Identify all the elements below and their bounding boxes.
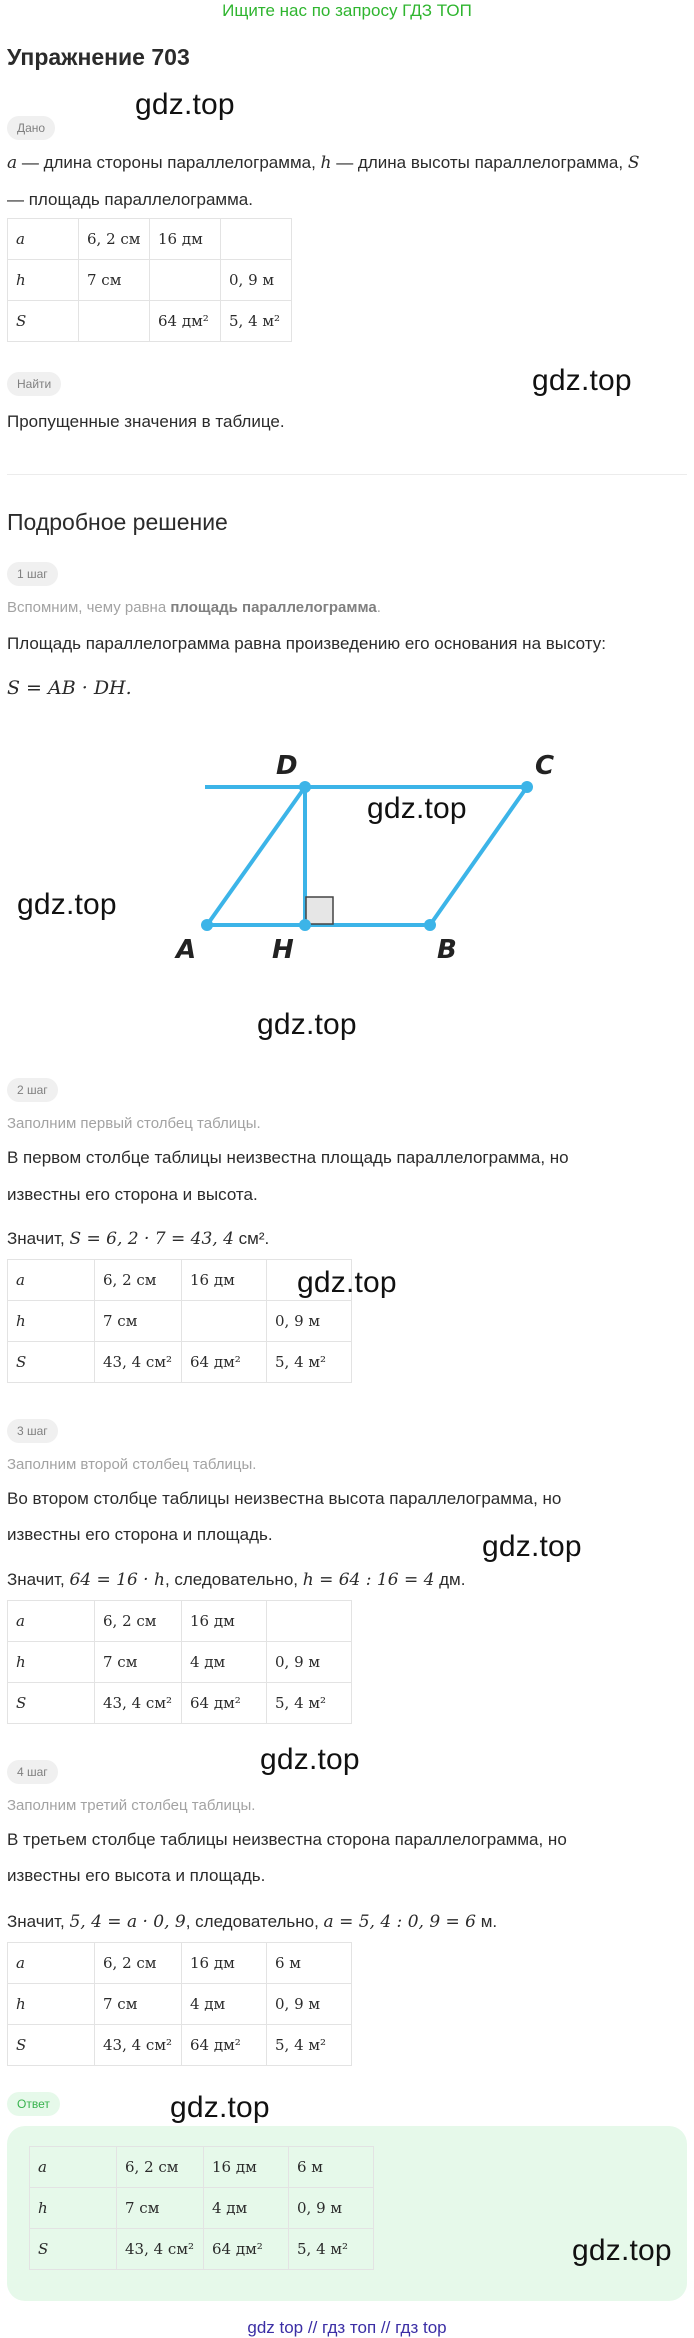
- table-row-header: a: [30, 2147, 117, 2188]
- table-cell: 43, 4 см²: [95, 2025, 182, 2066]
- step4-calc-prefix: Значит,: [7, 1912, 70, 1931]
- right-angle-marker: [306, 897, 333, 924]
- step2-calc-suffix: см².: [233, 1229, 270, 1248]
- var-s: S: [627, 153, 640, 173]
- table-cell: 16 дм: [182, 1601, 267, 1642]
- table-cell: 6 м: [289, 2147, 374, 2188]
- table-cell: 6, 2 см: [95, 1260, 182, 1301]
- table-row: [8, 1601, 352, 1642]
- find-pill: Найти: [7, 372, 61, 396]
- label-b: B: [437, 935, 457, 965]
- step4-text1: В третьем столбце таблицы неизвестна сторона параллелограмма, но: [7, 1830, 567, 1849]
- table-row: [8, 2025, 352, 2066]
- table-row-header: S: [8, 301, 79, 342]
- table-row: [8, 260, 292, 301]
- table-row-header: a: [8, 219, 79, 260]
- table-row-header: h: [8, 260, 79, 301]
- label-h: H: [272, 935, 294, 965]
- footer-link-gdz-top[interactable]: gdz top: [247, 2318, 304, 2337]
- given-label: [7, 116, 55, 140]
- step2-label: [7, 1078, 58, 1102]
- step3-calc: [7, 1568, 465, 1592]
- step3-calc-prefix: Значит,: [7, 1570, 70, 1589]
- footer-link-gdz-top-mixed[interactable]: гдз top: [395, 2318, 447, 2337]
- step1-pill: 1 шаг: [7, 562, 58, 586]
- step4-label: [7, 1760, 58, 1784]
- table-cell: 43, 4 см²: [95, 1342, 182, 1383]
- table-cell: 7 см: [95, 1301, 182, 1342]
- watermark: gdz.top: [572, 2234, 672, 2267]
- step3-text1: Во втором столбце таблицы неизвестна высота параллелограмма, но: [7, 1489, 562, 1508]
- table-cell: 64 дм²: [182, 2025, 267, 2066]
- watermark: gdz.top: [482, 1530, 582, 1563]
- side-ad: [207, 787, 305, 925]
- step3-calc-formula1: 64 = 16 · h: [69, 1570, 165, 1590]
- solution-title: Подробное решение: [7, 509, 228, 535]
- step1-text: Площадь параллелограмма равна произведению его основания на высоту:: [7, 634, 606, 653]
- var-a: a: [7, 153, 18, 173]
- table-row-header: S: [8, 1683, 95, 1724]
- point-b: [424, 919, 436, 931]
- table-cell: 0, 9 м: [267, 1642, 352, 1683]
- table-row-header: a: [8, 1260, 95, 1301]
- given-pill: Дано: [7, 116, 55, 140]
- table-cell: 6, 2 см: [95, 1601, 182, 1642]
- var-h: h: [320, 153, 332, 173]
- watermark: gdz.top: [260, 1743, 360, 1776]
- table-row: [8, 1683, 352, 1724]
- answer-box: [7, 2126, 687, 2301]
- step1-label: [7, 562, 58, 586]
- find-label: [7, 372, 61, 396]
- step2-calc-formula: S = 6, 2 · 7 = 43, 4: [69, 1229, 234, 1249]
- step1-formula: S = AB · DH.: [7, 677, 132, 699]
- table-cell: 43, 4 см²: [95, 1683, 182, 1724]
- promo-banner[interactable]: Ищите нас по запросу ГДЗ ТОП: [222, 1, 472, 20]
- watermark: gdz.top: [170, 2091, 270, 2124]
- step4-text2: известны его высота и площадь.: [7, 1866, 266, 1885]
- table-row-header: S: [8, 2025, 95, 2066]
- answer-pill: Ответ: [7, 2092, 60, 2116]
- table-cell: 5, 4 м²: [267, 1342, 352, 1383]
- given-table: [7, 218, 292, 342]
- step4-calc-mid: , следовательно,: [185, 1912, 324, 1931]
- step4-pill: 4 шаг: [7, 1760, 58, 1784]
- step4-hint: Заполним третий столбец таблицы.: [7, 1797, 256, 1814]
- point-a: [201, 919, 213, 931]
- label-a: A: [176, 935, 197, 965]
- table-cell: 0, 9 м: [267, 1984, 352, 2025]
- step2-pill: 2 шаг: [7, 1078, 58, 1102]
- table-row-header: h: [8, 1642, 95, 1683]
- point-c: [521, 781, 533, 793]
- table-row-header: S: [8, 1342, 95, 1383]
- step3-pill: 3 шаг: [7, 1419, 58, 1443]
- answer-label: [7, 2092, 60, 2116]
- table-cell: 5, 4 м²: [221, 301, 292, 342]
- given-text-h: — длина высоты параллелограмма,: [331, 153, 628, 172]
- table-cell: 64 дм²: [182, 1342, 267, 1383]
- table-cell: 6, 2 см: [79, 219, 150, 260]
- footer-separator: //: [376, 2318, 396, 2337]
- table-cell: [79, 301, 150, 342]
- table-row: [8, 1642, 352, 1683]
- given-description: [7, 151, 691, 175]
- table-cell: 16 дм: [182, 1260, 267, 1301]
- table-cell: 5, 4 м²: [289, 2229, 374, 2270]
- given-text-a: — длина стороны параллелограмма,: [17, 153, 321, 172]
- table-row-header: h: [8, 1301, 95, 1342]
- table-cell: 4 дм: [182, 1984, 267, 2025]
- table-row-header: a: [8, 1943, 95, 1984]
- table-cell: [267, 1601, 352, 1642]
- step2-text2: известны его сторона и высота.: [7, 1185, 258, 1204]
- step1-hint-prefix: Вспомним, чему равна: [7, 599, 171, 616]
- step4-calc-suffix: м.: [476, 1912, 498, 1931]
- watermark: gdz.top: [532, 364, 632, 397]
- table-cell: 0, 9 м: [289, 2188, 374, 2229]
- watermark: gdz.top: [135, 88, 235, 121]
- table-cell: 16 дм: [204, 2147, 289, 2188]
- table-cell: 7 см: [79, 260, 150, 301]
- table-cell: 4 дм: [182, 1642, 267, 1683]
- table-cell: 7 см: [95, 1984, 182, 2025]
- watermark: gdz.top: [367, 792, 467, 825]
- step1-hint-bold: площадь параллелограмма: [170, 599, 377, 616]
- table-row: [30, 2188, 374, 2229]
- table-row-header: h: [30, 2188, 117, 2229]
- given-description-line2: — площадь параллелограмма.: [7, 190, 253, 209]
- table-cell: [182, 1301, 267, 1342]
- table-row: [8, 219, 292, 260]
- table-cell: 16 дм: [150, 219, 221, 260]
- page-title: Упражнение 703: [7, 44, 190, 70]
- table-cell: 64 дм²: [150, 301, 221, 342]
- step3-table: [7, 1600, 352, 1724]
- step2-calc-prefix: Значит,: [7, 1229, 70, 1248]
- footer-separator: //: [303, 2318, 323, 2337]
- footer-link-gdz-top-ru[interactable]: гдз топ: [322, 2318, 377, 2337]
- table-cell: 6, 2 см: [95, 1943, 182, 1984]
- table-row: [8, 1342, 352, 1383]
- step2-hint: Заполним первый столбец таблицы.: [7, 1115, 261, 1132]
- step3-hint: Заполним второй столбец таблицы.: [7, 1456, 257, 1473]
- label-c: C: [535, 751, 555, 781]
- step1-hint: [7, 598, 381, 618]
- table-cell: 5, 4 м²: [267, 1683, 352, 1724]
- step3-label: [7, 1419, 58, 1443]
- step4-calc: [7, 1910, 497, 1934]
- watermark: gdz.top: [17, 888, 117, 921]
- table-cell: 6 м: [267, 1943, 352, 1984]
- table-cell: [221, 219, 292, 260]
- point-d: [299, 781, 311, 793]
- parallelogram-diagram: [0, 740, 694, 980]
- table-cell: 6, 2 см: [117, 2147, 204, 2188]
- table-cell: 43, 4 см²: [117, 2229, 204, 2270]
- divider: [7, 474, 687, 475]
- step3-calc-formula2: h = 64 : 16 = 4: [302, 1570, 435, 1590]
- footer-links: [0, 2318, 694, 2338]
- table-cell: 64 дм²: [182, 1683, 267, 1724]
- find-text: Пропущенные значения в таблице.: [7, 412, 285, 431]
- table-cell: 16 дм: [182, 1943, 267, 1984]
- step2-calc: [7, 1227, 269, 1251]
- table-cell: 7 см: [95, 1642, 182, 1683]
- table-cell: 7 см: [117, 2188, 204, 2229]
- point-h: [299, 919, 311, 931]
- step4-table: [7, 1942, 352, 2066]
- table-row-header: a: [8, 1601, 95, 1642]
- step2-text1: В первом столбце таблицы неизвестна площадь параллелограмма, но: [7, 1148, 569, 1167]
- label-d: D: [276, 751, 298, 781]
- step4-calc-formula2: a = 5, 4 : 0, 9 = 6: [323, 1912, 476, 1932]
- step4-calc-formula1: 5, 4 = a · 0, 9: [69, 1912, 186, 1932]
- table-cell: 4 дм: [204, 2188, 289, 2229]
- watermark: gdz.top: [257, 1008, 357, 1041]
- table-cell: 64 дм²: [204, 2229, 289, 2270]
- table-row: [8, 301, 292, 342]
- step3-calc-suffix: дм.: [434, 1570, 466, 1589]
- answer-table: [29, 2146, 374, 2270]
- step1-hint-suffix: .: [376, 599, 381, 616]
- table-cell: [150, 260, 221, 301]
- step3-calc-mid: , следовательно,: [164, 1570, 303, 1589]
- table-row: [30, 2229, 374, 2270]
- table-cell: 0, 9 м: [221, 260, 292, 301]
- table-cell: 5, 4 м²: [267, 2025, 352, 2066]
- table-row-header: S: [30, 2229, 117, 2270]
- table-cell: 0, 9 м: [267, 1301, 352, 1342]
- table-row: [8, 1943, 352, 1984]
- table-row-header: h: [8, 1984, 95, 2025]
- table-row: [30, 2147, 374, 2188]
- step3-text2: известны его сторона и площадь.: [7, 1525, 273, 1544]
- table-row: [8, 1984, 352, 2025]
- watermark: gdz.top: [297, 1266, 397, 1299]
- table-row: [8, 1301, 352, 1342]
